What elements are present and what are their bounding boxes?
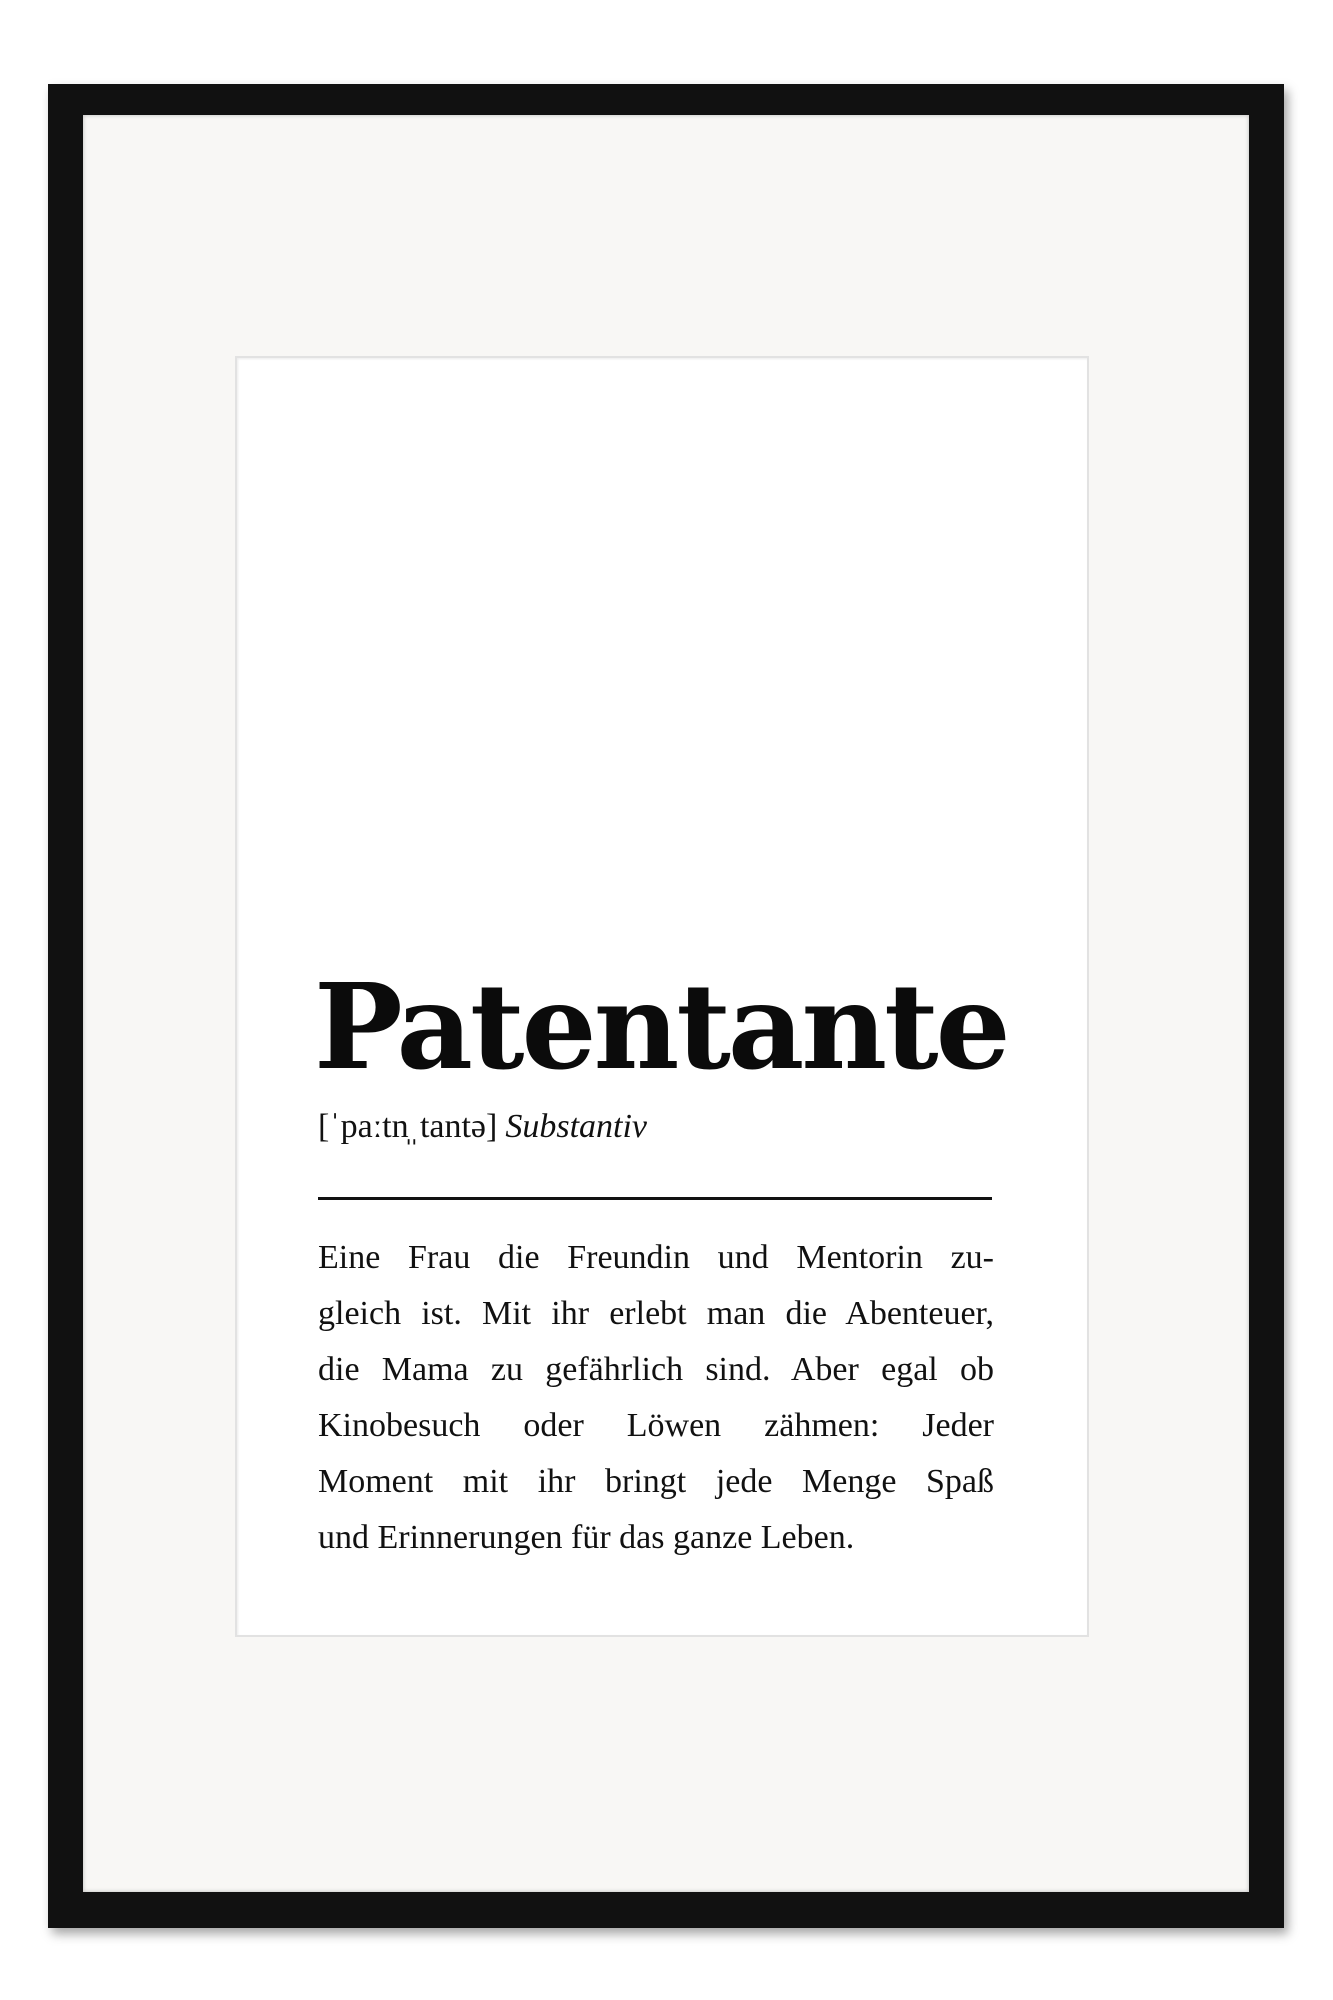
definition-line: Kinobesuch oder Löwen zähmen: Jeder (318, 1407, 994, 1444)
definition-text (318, 1230, 994, 1566)
definition-line: Eine Frau die Freundin und Mentorin zu- (318, 1239, 994, 1276)
part-of-speech: Substantiv (505, 1108, 648, 1145)
dictionary-word: Patentante (314, 957, 1008, 1096)
word-meta (318, 1110, 647, 1144)
definition-line: gleich ist. Mit ihr erlebt man die Abenteuer, (318, 1295, 994, 1332)
divider-line (318, 1197, 992, 1200)
definition-line: Moment mit ihr bringt jede Menge Spaß (318, 1463, 994, 1500)
pronunciation: [ˈpaːtn̩ˌtantə] (318, 1108, 498, 1145)
definition-line: die Mama zu gefährlich sind. Aber egal ob (318, 1351, 994, 1388)
definition-line: und Erinnerungen für das ganze Leben. (318, 1519, 855, 1556)
